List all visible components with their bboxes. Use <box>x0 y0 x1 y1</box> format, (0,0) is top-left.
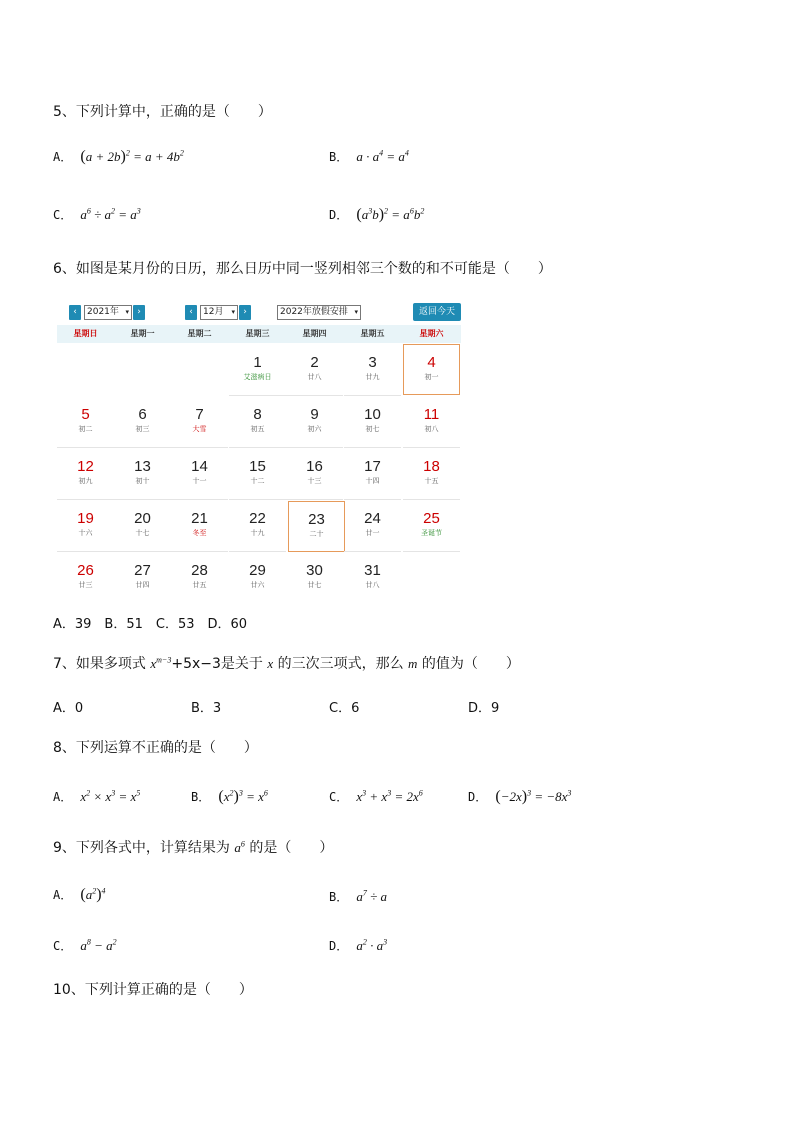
day-cell[interactable]: 2 廿八 <box>286 344 343 396</box>
q7-option-b: B．3 <box>191 701 222 716</box>
q7-polynomial-term: $x^{m-3}$ <box>150 655 172 671</box>
q8-option-c: C． $x^3 + x^3 = 2x^6$ <box>329 788 423 804</box>
question-8-stem: 8、下列运算不正确的是（ ） <box>53 740 258 756</box>
calendar-weekday-header <box>57 325 461 343</box>
weekday-fri: 星期五 <box>360 329 385 338</box>
q9-target-expr: $a^6$ <box>234 839 245 855</box>
day-cell[interactable]: 9 初六 <box>286 396 343 448</box>
prev-year-button[interactable]: ‹ <box>69 305 81 320</box>
next-month-button[interactable]: › <box>239 305 251 320</box>
day-cell[interactable]: 11 初八 <box>403 396 460 448</box>
weekday-tue: 星期二 <box>187 329 212 338</box>
day-cell[interactable]: 10 初七 <box>344 396 401 448</box>
day-cell[interactable]: 17 十四 <box>344 448 401 500</box>
day-cell[interactable]: 13 初十 <box>114 448 171 500</box>
weekday-mon: 星期一 <box>130 329 155 338</box>
q8-option-b: B． $(x^2)^3 = x^6$ <box>191 788 268 805</box>
holiday-select[interactable]: 2022年放假安排 ▾ <box>277 305 361 320</box>
back-to-today-button[interactable]: 返回今天 <box>413 303 461 321</box>
q9-option-a: A． $(a^2)^4$ <box>53 886 106 903</box>
day-cell[interactable]: 8 初五 <box>229 396 286 448</box>
q8-option-a: A． $x^2 \times x^3 = x^5$ <box>53 788 141 804</box>
next-year-button[interactable]: › <box>133 305 145 320</box>
q5-option-a: A． $(a + 2b)^2 = a + 4b^2$ <box>53 148 184 165</box>
question-5-stem: 5、下列计算中，正确的是（ ） <box>53 104 272 120</box>
day-cell[interactable]: 27 廿四 <box>134 562 151 589</box>
q9-option-d: D． $a^2 \cdot a^3$ <box>329 937 388 953</box>
day-cell[interactable]: 30 廿七 <box>306 562 323 589</box>
day-cell[interactable]: 5 初二 <box>57 396 114 448</box>
chevron-down-icon: ▾ <box>354 308 358 316</box>
day-cell[interactable]: 3 廿九 <box>344 344 401 396</box>
month-select[interactable]: 12月 ▾ <box>200 305 238 320</box>
q6-options: A．39 B．51 C．53 D．60 <box>53 617 248 632</box>
weekday-thu: 星期四 <box>302 329 327 338</box>
question-6-stem: 6、如图是某月份的日历，那么日历中同一竖列相邻三个数的和不可能是（ ） <box>53 261 552 277</box>
q5-option-a-expr: $(a + 2b)^2 = a + 4b^2$ <box>80 148 184 165</box>
year-select[interactable]: 2021年 ▾ <box>84 305 132 320</box>
weekday-sun: 星期日 <box>73 329 98 338</box>
q5-option-c: C． $a^6 \div a^2 = a^3$ <box>53 206 141 222</box>
q5-option-d-expr: $(a^3b)^2 = a^6b^2$ <box>356 206 425 223</box>
day-cell[interactable]: 14 十一 <box>171 448 228 500</box>
day-cell-selected[interactable]: 23 二十 <box>288 501 345 552</box>
day-cell[interactable]: 29 廿六 <box>249 562 266 589</box>
calendar-nav <box>57 302 461 324</box>
q5-option-c-expr: $a^6 \div a^2 = a^3$ <box>80 206 141 222</box>
question-7-stem: 7、如果多项式 $x^{m-3}+5x-3$是关于 x 的三次三项式，那么 m 的值为（ ） <box>53 655 520 672</box>
day-cell[interactable]: 18 十五 <box>403 448 460 500</box>
day-cell[interactable]: 31 廿八 <box>364 562 381 589</box>
question-9-stem: 9、下列各式中，计算结果为 $a^6$ 的是（ ） <box>53 839 334 856</box>
q5-option-b: B． $a \cdot a^4 = a^4$ <box>329 148 409 164</box>
q8-option-d: D． $(-2x)^3 = -8x^3$ <box>468 788 572 805</box>
q7-option-d: D．9 <box>468 701 500 716</box>
day-cell[interactable]: 12 初九 <box>57 448 114 500</box>
day-cell[interactable]: 6 初三 <box>114 396 171 448</box>
chevron-down-icon: ▾ <box>125 308 129 316</box>
day-cell[interactable]: 1 艾滋病日 <box>229 344 286 396</box>
weekday-wed: 星期三 <box>245 329 270 338</box>
day-cell[interactable]: 21 冬至 <box>171 500 228 552</box>
q7-option-c: C．6 <box>329 701 360 716</box>
day-cell[interactable]: 19 十六 <box>57 500 114 552</box>
day-cell[interactable]: 20 十七 <box>114 500 171 552</box>
q5-option-d: D． $(a^3b)^2 = a^6b^2$ <box>329 206 425 223</box>
chevron-down-icon: ▾ <box>231 308 235 316</box>
day-cell[interactable]: 28 廿五 <box>191 562 208 589</box>
q7-option-a: A．0 <box>53 701 84 716</box>
prev-month-button[interactable]: ‹ <box>185 305 197 320</box>
day-cell-today[interactable]: 4 初一 <box>403 344 460 395</box>
question-10-stem: 10、下列计算正确的是（ ） <box>53 982 253 998</box>
q5-option-b-expr: $a \cdot a^4 = a^4$ <box>356 148 409 164</box>
q9-option-c: C． $a^8 - a^2$ <box>53 937 117 953</box>
day-cell[interactable]: 7 大雪 <box>171 396 228 448</box>
day-cell[interactable]: 25 圣诞节 <box>403 500 460 552</box>
day-cell[interactable]: 15 十二 <box>229 448 286 500</box>
day-cell[interactable]: 16 十三 <box>286 448 343 500</box>
weekday-sat: 星期六 <box>419 329 444 338</box>
q9-option-b: B． $a^7 \div a$ <box>329 888 388 904</box>
day-cell[interactable]: 22 十九 <box>229 500 286 552</box>
calendar <box>57 302 461 596</box>
day-cell[interactable]: 26 廿三 <box>77 562 94 589</box>
day-cell[interactable]: 24 廿一 <box>344 500 401 552</box>
